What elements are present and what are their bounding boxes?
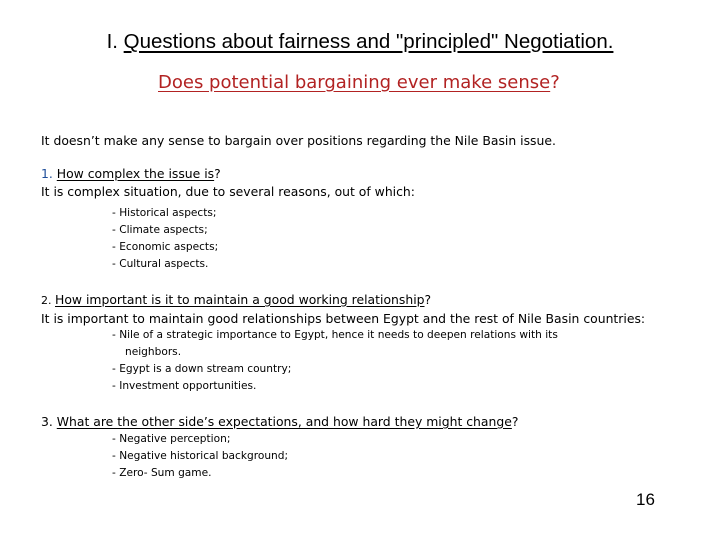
section-2-answer: It is important to maintain good relationships between Egypt and the rest of Nile Basin countries: [41,311,646,326]
list-item: - Investment opportunities. [112,380,257,392]
section-1-answer: It is complex situation, due to several reasons, out of which: [41,184,415,199]
intro-paragraph: It doesn’t make any sense to bargain over positions regarding the Nile Basin issue. [41,133,556,148]
title-prefix: I. [106,30,124,53]
list-item: - Negative historical background; [112,450,289,462]
list-item: - Cultural aspects. [112,258,209,270]
list-item: - Historical aspects; [112,207,217,219]
slide-subtitle [158,72,560,93]
section-3-number: 3. [41,414,57,429]
section-3-question [41,414,518,429]
section-2-question-suffix: ? [424,292,432,307]
list-item: - Zero- Sum game. [112,467,212,479]
section-2-question [41,292,431,307]
list-item: - Economic aspects; [112,241,219,253]
list-item: - Climate aspects; [112,224,208,236]
section-2-question-text: How important is it to maintain a good working relationship [55,292,425,307]
slide-title [20,30,700,54]
list-item: - Egypt is a down stream country; [112,363,292,375]
section-3-question-suffix: ? [511,414,519,429]
list-item: neighbors. [125,346,182,358]
section-3-question-text: What are the other side’s expectations, and how hard they might change [56,414,512,429]
list-item: - Negative perception; [112,433,231,445]
subtitle-text: Does potential bargaining ever make sense [158,72,551,93]
list-item: - Nile of a strategic importance to Egypt, hence it needs to deepen relations with its [112,329,558,341]
subtitle-suffix: ? [550,72,560,93]
section-1-question-suffix: ? [214,166,221,181]
section-2-number: 2. [41,294,55,307]
section-1-number: 1. [41,166,57,181]
section-1-question [41,166,221,181]
title-main: Questions about fairness and "principled" Negotiation. [123,30,614,53]
section-1-question-text: How complex the issue is [56,166,215,181]
page-number: 16 [636,490,655,509]
